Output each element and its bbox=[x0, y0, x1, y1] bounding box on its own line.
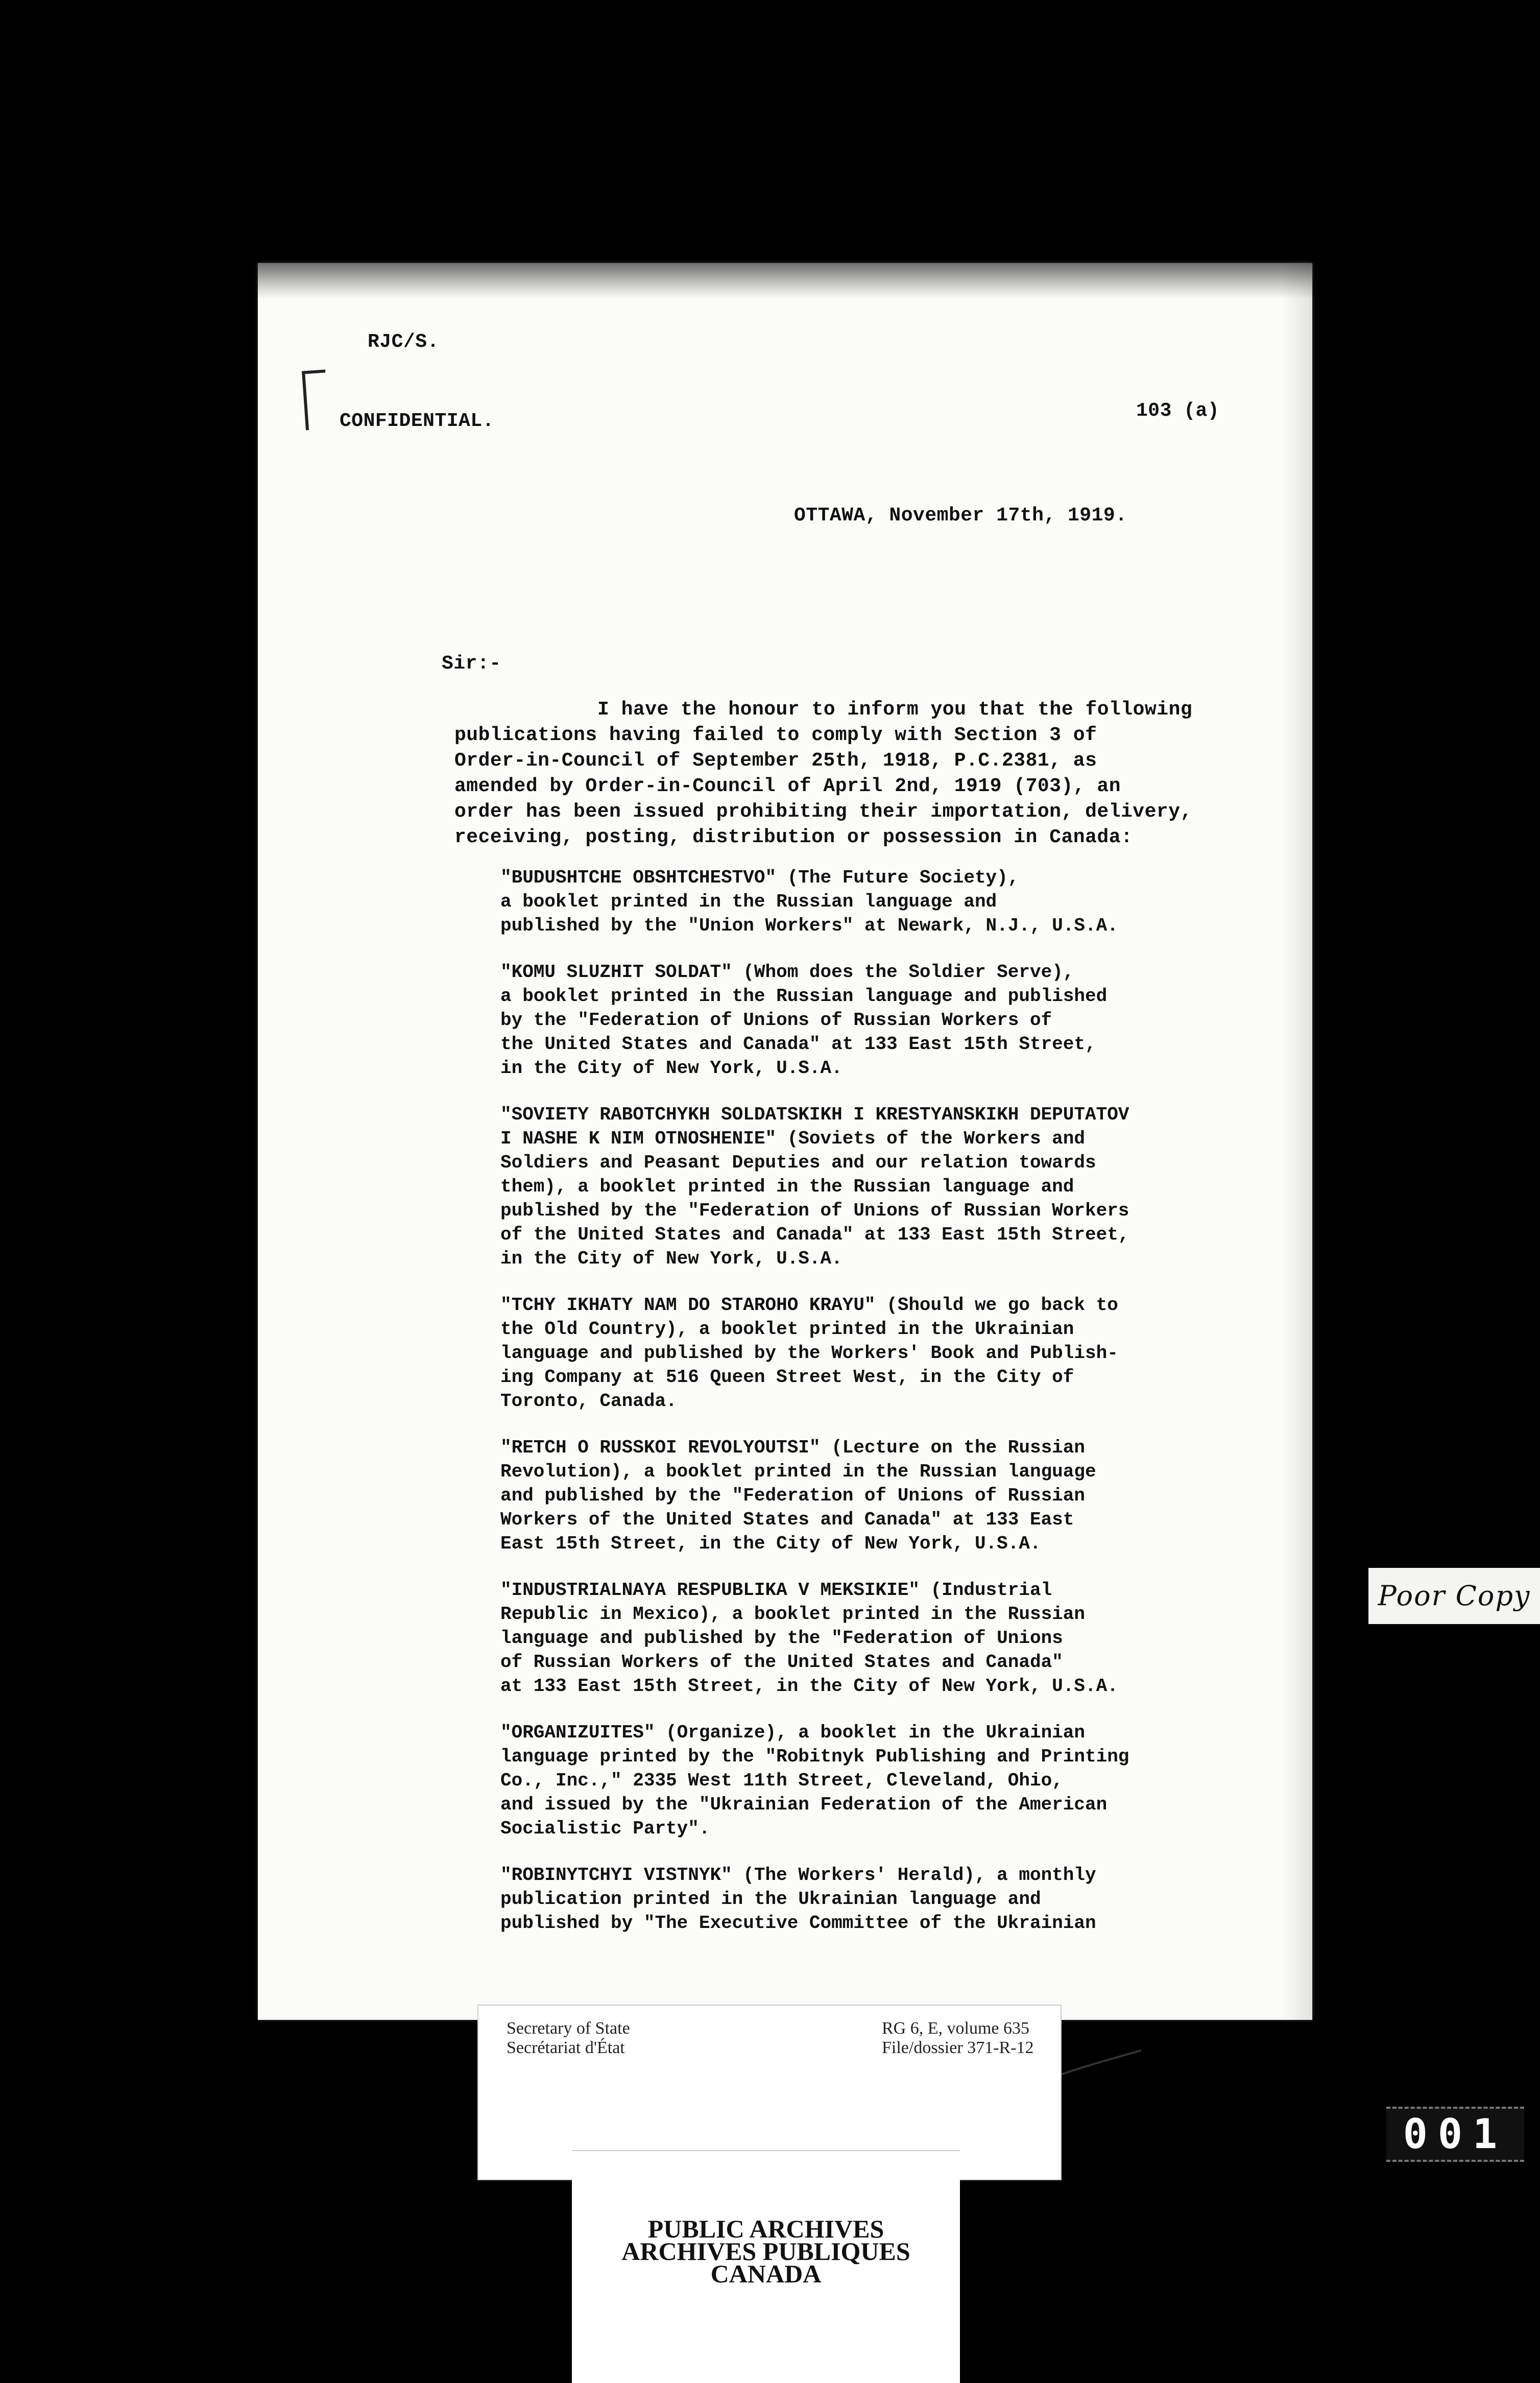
entry-line: Revolution), a booklet printed in the Russian language bbox=[500, 1461, 1096, 1482]
entry-line: published by the "Union Workers" at Newark, N.J., U.S.A. bbox=[500, 915, 1118, 936]
entry-line: "KOMU SLUZHIT SOLDAT" (Whom does the Soldier Serve), bbox=[500, 962, 1074, 983]
opening-paragraph bbox=[454, 697, 1271, 850]
entry-line: East 15th Street, in the City of New York, U.S.A. bbox=[500, 1533, 1041, 1554]
body-line: amended by Order-in-Council of April 2nd, 1919 (703), an bbox=[454, 775, 1121, 797]
entry-line: "ORGANIZUITES" (Organize), a booklet in the Ukrainian bbox=[500, 1722, 1085, 1743]
publication-entry bbox=[500, 1103, 1277, 1271]
card-line: RG 6, E, volume 635 bbox=[882, 2019, 1029, 2038]
body-line: order has been issued prohibiting their importation, delivery, bbox=[454, 801, 1192, 823]
body-line: publications having failed to comply with Section 3 of bbox=[454, 724, 1097, 746]
entry-line: published by "The Executive Committee of the Ukrainian bbox=[500, 1913, 1096, 1934]
entry-line: by the "Federation of Unions of Russian Workers of bbox=[500, 1010, 1052, 1031]
body-line: receiving, posting, distribution or possession in Canada: bbox=[454, 826, 1133, 848]
entry-line: I NASHE K NIM OTNOSHENIE" (Soviets of the Workers and bbox=[500, 1128, 1085, 1149]
page-fold-shadow bbox=[1282, 263, 1312, 2020]
entry-line: Co., Inc.," 2335 West 11th Street, Cleveland, Ohio, bbox=[500, 1770, 1063, 1791]
card-reference bbox=[882, 2019, 1033, 2058]
publication-entry bbox=[500, 960, 1277, 1080]
entry-line: a booklet printed in the Russian language and published bbox=[500, 986, 1108, 1007]
entry-line: "TCHY IKHATY NAM DO STAROHO KRAYU" (Should we go back to bbox=[500, 1295, 1118, 1316]
entry-line: the United States and Canada" at 133 East 15th Street, bbox=[500, 1034, 1096, 1055]
entry-line: and issued by the "Ukrainian Federation of the American bbox=[500, 1794, 1108, 1815]
poor-copy-tag: Poor Copy bbox=[1368, 1568, 1540, 1624]
body-line: I have the honour to inform you that the following bbox=[597, 699, 1193, 721]
card-line: Secrétariat d'État bbox=[507, 2038, 625, 2057]
entry-line: Workers of the United States and Canada" at 133 East bbox=[500, 1509, 1074, 1530]
reference-code: RJC/S. bbox=[368, 331, 439, 353]
entry-line: language and published by the "Federation of Unions bbox=[500, 1628, 1063, 1649]
entry-line: in the City of New York, U.S.A. bbox=[500, 1248, 843, 1269]
entry-line: ing Company at 516 Queen Street West, in the City of bbox=[500, 1367, 1074, 1388]
entry-line: at 133 East 15th Street, in the City of New York, U.S.A. bbox=[500, 1676, 1118, 1697]
entry-line: published by the "Federation of Unions of Russian Workers bbox=[500, 1200, 1129, 1221]
paper-clip-mark bbox=[302, 370, 329, 431]
entry-line: "INDUSTRIALNAYA RESPUBLIKA V MEKSIKIE" (Industrial bbox=[500, 1580, 1052, 1601]
frame-counter: 001 bbox=[1386, 2107, 1524, 2162]
publication-entry bbox=[500, 1293, 1277, 1413]
archives-label bbox=[572, 2150, 960, 2383]
classification-label: CONFIDENTIAL. bbox=[340, 410, 494, 432]
card-line: File/dossier 371-R-12 bbox=[882, 2038, 1034, 2057]
letter-page bbox=[258, 263, 1312, 2020]
entry-line: "ROBINYTCHYI VISTNYK" (The Workers' Herald), a monthly bbox=[500, 1865, 1096, 1886]
body-line: Order-in-Council of September 25th, 1918, P.C.2381, as bbox=[454, 750, 1097, 772]
entry-line: and published by the "Federation of Unions of Russian bbox=[500, 1485, 1085, 1506]
publication-entry bbox=[500, 1578, 1277, 1698]
page-top-shadow bbox=[258, 263, 1312, 299]
entry-line: "BUDUSHTCHE OBSHTCHESTVO" (The Future Society), bbox=[500, 867, 1019, 888]
entry-line: them), a booklet printed in the Russian language and bbox=[500, 1176, 1074, 1197]
archives-line: ARCHIVES PUBLIQUES bbox=[621, 2237, 910, 2266]
entry-line: "RETCH O RUSSKOI REVOLYOUTSI" (Lecture on the Russian bbox=[500, 1437, 1085, 1458]
entry-line: in the City of New York, U.S.A. bbox=[500, 1058, 843, 1079]
archives-line: PUBLIC ARCHIVES bbox=[647, 2214, 884, 2243]
publication-entry bbox=[500, 1863, 1277, 1935]
entry-line: publication printed in the Ukrainian language and bbox=[500, 1889, 1041, 1910]
archives-line: CANADA bbox=[710, 2259, 822, 2288]
entry-line: language and published by the Workers' Book and Publish- bbox=[500, 1343, 1118, 1364]
dateline: OTTAWA, November 17th, 1919. bbox=[794, 505, 1127, 527]
card-department bbox=[507, 2019, 630, 2058]
publication-entry bbox=[500, 1721, 1277, 1841]
publication-entry bbox=[500, 1436, 1277, 1556]
entry-line: Toronto, Canada. bbox=[500, 1391, 677, 1412]
entry-line: "SOVIETY RABOTCHYKH SOLDATSKIKH I KRESTYANSKIKH DEPUTATOV bbox=[500, 1104, 1129, 1125]
entry-line: Republic in Mexico), a booklet printed in the Russian bbox=[500, 1604, 1085, 1625]
entry-line: Soldiers and Peasant Deputies and our relation towards bbox=[500, 1152, 1096, 1173]
document-number: 103 (a) bbox=[1136, 400, 1220, 422]
entry-line: a booklet printed in the Russian language and bbox=[500, 891, 997, 912]
entry-line: of Russian Workers of the United States and Canada" bbox=[500, 1652, 1063, 1673]
card-line: Secretary of State bbox=[507, 2019, 630, 2038]
publication-list bbox=[500, 866, 1277, 1958]
entry-line: Socialistic Party". bbox=[500, 1818, 710, 1839]
entry-line: the Old Country), a booklet printed in the Ukrainian bbox=[500, 1319, 1074, 1340]
salutation: Sir:- bbox=[442, 653, 501, 675]
entry-line: language printed by the "Robitnyk Publishing and Printing bbox=[500, 1746, 1129, 1767]
publication-entry bbox=[500, 866, 1277, 938]
entry-line: of the United States and Canada" at 133 East 15th Street, bbox=[500, 1224, 1129, 1245]
